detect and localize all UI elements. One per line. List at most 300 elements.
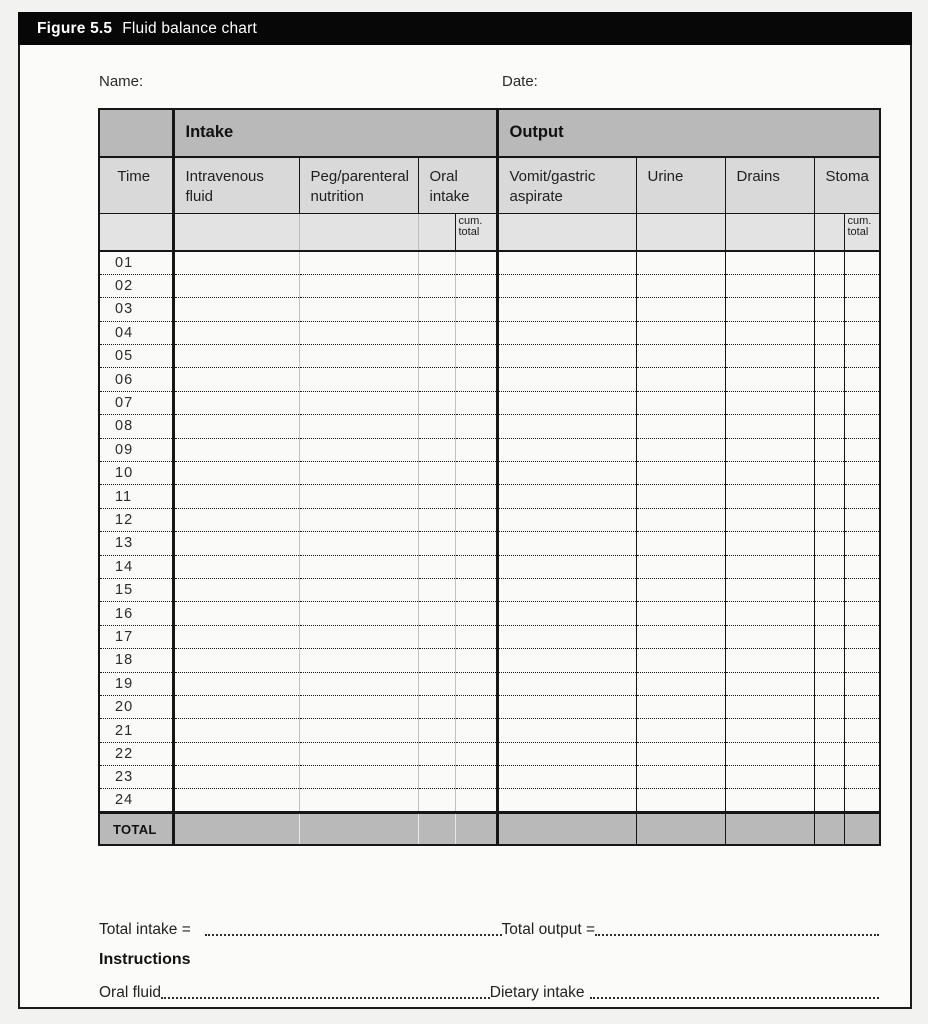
time-cell: 02 <box>99 274 173 297</box>
entry-cell-peg <box>299 321 418 344</box>
group-header-time-spacer <box>99 109 173 157</box>
entry-cell-oral <box>418 742 455 765</box>
entry-cell-urine <box>636 719 725 742</box>
time-cell: 06 <box>99 368 173 391</box>
time-cell: 17 <box>99 625 173 648</box>
entry-cell-drains <box>725 789 814 812</box>
subheader-spacer <box>299 213 418 251</box>
entry-cell-urine <box>636 742 725 765</box>
entry-cell-stomacum <box>844 485 880 508</box>
time-cell: 09 <box>99 438 173 461</box>
entry-cell-vomit <box>497 321 636 344</box>
entry-cell-urine <box>636 368 725 391</box>
entry-cell-vomit <box>497 391 636 414</box>
time-row <box>99 766 880 789</box>
entry-cell-stomacum <box>844 789 880 812</box>
entry-cell-oral <box>418 766 455 789</box>
entry-cell-peg <box>299 766 418 789</box>
total-cell-oral <box>418 812 455 845</box>
entry-cell-urine <box>636 345 725 368</box>
entry-cell-vomit <box>497 649 636 672</box>
entry-cell-iv <box>173 532 299 555</box>
entry-cell-vomit <box>497 672 636 695</box>
figure-title: Fluid balance chart <box>122 19 257 37</box>
entry-cell-urine <box>636 462 725 485</box>
entry-cell-drains <box>725 602 814 625</box>
col-header-stoma: Stoma <box>814 157 880 213</box>
entry-cell-drains <box>725 742 814 765</box>
entry-cell-iv <box>173 415 299 438</box>
total-cell-stoma <box>814 812 844 845</box>
entry-cell-stomacum <box>844 438 880 461</box>
entry-cell-stomacum <box>844 766 880 789</box>
entry-cell-oralcum <box>455 625 497 648</box>
entry-cell-drains <box>725 766 814 789</box>
time-cell: 18 <box>99 649 173 672</box>
time-cell: 10 <box>99 462 173 485</box>
entry-cell-oralcum <box>455 321 497 344</box>
entry-cell-urine <box>636 649 725 672</box>
entry-cell-urine <box>636 415 725 438</box>
entry-cell-oral <box>418 438 455 461</box>
time-cell: 16 <box>99 602 173 625</box>
entry-cell-stoma <box>814 368 844 391</box>
entry-cell-stomacum <box>844 345 880 368</box>
entry-cell-peg <box>299 508 418 531</box>
time-row <box>99 602 880 625</box>
entry-cell-vomit <box>497 462 636 485</box>
oral-fluid-label: Oral fluid <box>99 984 162 1001</box>
time-row <box>99 298 880 321</box>
entry-cell-stomacum <box>844 298 880 321</box>
entry-cell-iv <box>173 485 299 508</box>
figure-title-bar <box>18 12 912 45</box>
entry-cell-oral <box>418 672 455 695</box>
entry-cell-oral <box>418 415 455 438</box>
time-row <box>99 438 880 461</box>
time-row <box>99 789 880 812</box>
time-row <box>99 672 880 695</box>
entry-cell-drains <box>725 462 814 485</box>
col-header-vomit-gastric: Vomit/gastric aspirate <box>497 157 636 213</box>
entry-cell-vomit <box>497 368 636 391</box>
entry-cell-stoma <box>814 391 844 414</box>
entry-cell-stomacum <box>844 391 880 414</box>
time-cell: 11 <box>99 485 173 508</box>
entry-cell-oralcum <box>455 532 497 555</box>
col-header-drains: Drains <box>725 157 814 213</box>
entry-cell-vomit <box>497 415 636 438</box>
entry-cell-vomit <box>497 251 636 274</box>
entry-cell-oralcum <box>455 602 497 625</box>
entry-cell-stomacum <box>844 368 880 391</box>
time-rows <box>99 251 880 812</box>
subheader-spacer <box>418 213 455 251</box>
entry-cell-peg <box>299 602 418 625</box>
entry-cell-oral <box>418 532 455 555</box>
entry-cell-vomit <box>497 438 636 461</box>
entry-cell-vomit <box>497 625 636 648</box>
entry-cell-iv <box>173 789 299 812</box>
entry-cell-vomit <box>497 695 636 718</box>
entry-cell-iv <box>173 695 299 718</box>
entry-cell-urine <box>636 532 725 555</box>
entry-cell-stoma <box>814 555 844 578</box>
entry-cell-drains <box>725 695 814 718</box>
entry-cell-oralcum <box>455 555 497 578</box>
time-row <box>99 695 880 718</box>
entry-cell-oral <box>418 602 455 625</box>
entry-cell-urine <box>636 625 725 648</box>
entry-cell-drains <box>725 719 814 742</box>
entry-cell-stoma <box>814 649 844 672</box>
entry-cell-peg <box>299 368 418 391</box>
entry-cell-oral <box>418 321 455 344</box>
entry-cell-peg <box>299 298 418 321</box>
entry-cell-oral <box>418 485 455 508</box>
time-row <box>99 649 880 672</box>
total-intake-label: Total intake = <box>99 921 191 938</box>
figure-frame <box>18 12 912 1009</box>
entry-cell-peg <box>299 672 418 695</box>
time-row <box>99 719 880 742</box>
entry-cell-stoma <box>814 508 844 531</box>
entry-cell-iv <box>173 438 299 461</box>
entry-cell-urine <box>636 251 725 274</box>
entry-cell-stoma <box>814 298 844 321</box>
entry-cell-stomacum <box>844 508 880 531</box>
output-group-header: Output <box>497 109 880 157</box>
fluid-balance-table <box>98 108 881 846</box>
time-cell: 08 <box>99 415 173 438</box>
entry-cell-iv <box>173 508 299 531</box>
entry-cell-peg <box>299 391 418 414</box>
time-cell: 21 <box>99 719 173 742</box>
entry-cell-stoma <box>814 789 844 812</box>
subheader-spacer <box>173 213 299 251</box>
entry-cell-stomacum <box>844 602 880 625</box>
instructions-heading: Instructions <box>99 951 191 968</box>
entry-cell-peg <box>299 438 418 461</box>
entry-cell-stoma <box>814 321 844 344</box>
entry-cell-oralcum <box>455 649 497 672</box>
entry-cell-iv <box>173 672 299 695</box>
entry-cell-urine <box>636 485 725 508</box>
entry-cell-urine <box>636 578 725 601</box>
entry-cell-oral <box>418 578 455 601</box>
entry-cell-drains <box>725 508 814 531</box>
entry-cell-peg <box>299 555 418 578</box>
entry-cell-stoma <box>814 345 844 368</box>
entry-cell-peg <box>299 415 418 438</box>
entry-cell-oralcum <box>455 578 497 601</box>
entry-cell-oral <box>418 508 455 531</box>
entry-cell-stoma <box>814 602 844 625</box>
col-header-time: Time <box>99 157 173 213</box>
entry-cell-stoma <box>814 251 844 274</box>
total-cell-urine <box>636 812 725 845</box>
entry-cell-vomit <box>497 274 636 297</box>
entry-cell-oralcum <box>455 485 497 508</box>
total-cell-intravenous <box>173 812 299 845</box>
total-intake-fill-line <box>205 934 502 936</box>
time-row <box>99 508 880 531</box>
entry-cell-drains <box>725 485 814 508</box>
entry-cell-stoma <box>814 462 844 485</box>
entry-cell-oral <box>418 462 455 485</box>
total-cell-stoma-cum <box>844 812 880 845</box>
entry-cell-urine <box>636 508 725 531</box>
entry-cell-drains <box>725 368 814 391</box>
oral-cum-total-label: cum. total <box>455 213 497 251</box>
entry-cell-stoma <box>814 274 844 297</box>
entry-cell-oral <box>418 649 455 672</box>
entry-cell-oralcum <box>455 766 497 789</box>
entry-cell-peg <box>299 485 418 508</box>
entry-cell-oralcum <box>455 462 497 485</box>
column-header-row <box>99 157 880 213</box>
entry-cell-stomacum <box>844 719 880 742</box>
entry-cell-stoma <box>814 532 844 555</box>
cumulative-subheader-row <box>99 213 880 251</box>
total-cell-peg <box>299 812 418 845</box>
entry-cell-oral <box>418 251 455 274</box>
entry-cell-vomit <box>497 719 636 742</box>
entry-cell-peg <box>299 532 418 555</box>
subheader-spacer <box>636 213 725 251</box>
time-cell: 14 <box>99 555 173 578</box>
entry-cell-oral <box>418 391 455 414</box>
time-row <box>99 345 880 368</box>
entry-cell-stomacum <box>844 742 880 765</box>
entry-cell-oral <box>418 274 455 297</box>
time-row <box>99 274 880 297</box>
time-row <box>99 625 880 648</box>
time-row <box>99 391 880 414</box>
entry-cell-peg <box>299 462 418 485</box>
entry-cell-iv <box>173 742 299 765</box>
entry-cell-iv <box>173 649 299 672</box>
entry-cell-peg <box>299 345 418 368</box>
time-cell: 15 <box>99 578 173 601</box>
entry-cell-drains <box>725 391 814 414</box>
entry-cell-iv <box>173 555 299 578</box>
total-cell-oral-cum <box>455 812 497 845</box>
col-header-intravenous-fluid: Intravenous fluid <box>173 157 299 213</box>
subheader-spacer <box>814 213 844 251</box>
entry-cell-oral <box>418 719 455 742</box>
name-date-row <box>99 73 893 91</box>
dietary-intake-label: Dietary intake <box>489 984 585 1001</box>
entry-cell-vomit <box>497 742 636 765</box>
entry-cell-oralcum <box>455 368 497 391</box>
time-row <box>99 555 880 578</box>
entry-cell-vomit <box>497 485 636 508</box>
entry-cell-iv <box>173 602 299 625</box>
time-row <box>99 485 880 508</box>
entry-cell-oral <box>418 625 455 648</box>
entry-cell-iv <box>173 298 299 321</box>
entry-cell-oralcum <box>455 789 497 812</box>
time-row <box>99 415 880 438</box>
total-cell-drains <box>725 812 814 845</box>
stoma-cum-total-label: cum. total <box>844 213 880 251</box>
entry-cell-oral <box>418 789 455 812</box>
entry-cell-vomit <box>497 508 636 531</box>
entry-cell-vomit <box>497 555 636 578</box>
time-cell: 24 <box>99 789 173 812</box>
entry-cell-iv <box>173 462 299 485</box>
entry-cell-stoma <box>814 672 844 695</box>
entry-cell-stomacum <box>844 625 880 648</box>
entry-cell-vomit <box>497 578 636 601</box>
entry-cell-oral <box>418 695 455 718</box>
total-cell-vomit <box>497 812 636 845</box>
entry-cell-stoma <box>814 719 844 742</box>
entry-cell-urine <box>636 321 725 344</box>
totals-line <box>99 917 879 939</box>
footer-section <box>99 917 879 1002</box>
entry-cell-drains <box>725 578 814 601</box>
entry-cell-oralcum <box>455 391 497 414</box>
group-header-row <box>99 109 880 157</box>
subheader-spacer <box>725 213 814 251</box>
time-cell: 13 <box>99 532 173 555</box>
time-cell: 01 <box>99 251 173 274</box>
time-cell: 20 <box>99 695 173 718</box>
entry-cell-iv <box>173 251 299 274</box>
entry-cell-iv <box>173 391 299 414</box>
time-row <box>99 578 880 601</box>
entry-cell-drains <box>725 672 814 695</box>
entry-cell-urine <box>636 766 725 789</box>
entry-cell-stoma <box>814 578 844 601</box>
entry-cell-stomacum <box>844 695 880 718</box>
entry-cell-stomacum <box>844 251 880 274</box>
col-header-oral-intake: Oral intake <box>418 157 497 213</box>
entry-cell-stomacum <box>844 462 880 485</box>
entry-cell-drains <box>725 438 814 461</box>
entry-cell-peg <box>299 578 418 601</box>
entry-cell-stomacum <box>844 321 880 344</box>
entry-cell-drains <box>725 251 814 274</box>
entry-cell-peg <box>299 625 418 648</box>
entry-cell-peg <box>299 251 418 274</box>
entry-cell-vomit <box>497 532 636 555</box>
col-header-peg-parenteral: Peg/parenteral nutrition <box>299 157 418 213</box>
entry-cell-peg <box>299 719 418 742</box>
entry-cell-iv <box>173 625 299 648</box>
time-row <box>99 368 880 391</box>
entry-cell-peg <box>299 742 418 765</box>
entry-cell-oralcum <box>455 251 497 274</box>
entry-cell-oral <box>418 298 455 321</box>
entry-cell-vomit <box>497 766 636 789</box>
entry-cell-iv <box>173 766 299 789</box>
entry-cell-oral <box>418 555 455 578</box>
entry-cell-stoma <box>814 415 844 438</box>
time-cell: 04 <box>99 321 173 344</box>
entry-cell-drains <box>725 555 814 578</box>
time-cell: 05 <box>99 345 173 368</box>
entry-cell-urine <box>636 602 725 625</box>
entry-cell-vomit <box>497 602 636 625</box>
subheader-spacer <box>497 213 636 251</box>
entry-cell-drains <box>725 298 814 321</box>
entry-cell-stomacum <box>844 532 880 555</box>
entry-cell-urine <box>636 274 725 297</box>
time-cell: 23 <box>99 766 173 789</box>
entry-cell-peg <box>299 649 418 672</box>
entry-cell-drains <box>725 625 814 648</box>
entry-cell-stoma <box>814 695 844 718</box>
entry-cell-oralcum <box>455 298 497 321</box>
time-row <box>99 742 880 765</box>
entry-cell-oral <box>418 345 455 368</box>
entry-cell-stoma <box>814 742 844 765</box>
entry-cell-oralcum <box>455 672 497 695</box>
entry-cell-oralcum <box>455 345 497 368</box>
time-row <box>99 321 880 344</box>
entry-cell-peg <box>299 274 418 297</box>
col-header-urine: Urine <box>636 157 725 213</box>
total-output-label: Total output = <box>501 921 596 938</box>
entry-cell-urine <box>636 555 725 578</box>
oral-fluid-fill-line <box>161 997 490 999</box>
entry-cell-iv <box>173 719 299 742</box>
entry-cell-oralcum <box>455 508 497 531</box>
entry-cell-stomacum <box>844 672 880 695</box>
entry-cell-stomacum <box>844 415 880 438</box>
figure-label: Figure 5.5 <box>37 19 113 37</box>
entry-cell-drains <box>725 274 814 297</box>
name-label: Name: <box>99 73 144 90</box>
entry-cell-oralcum <box>455 695 497 718</box>
entry-cell-stoma <box>814 766 844 789</box>
entry-cell-urine <box>636 695 725 718</box>
subheader-spacer <box>99 213 173 251</box>
entry-cell-drains <box>725 532 814 555</box>
entry-cell-urine <box>636 391 725 414</box>
entry-cell-stoma <box>814 625 844 648</box>
entry-cell-drains <box>725 321 814 344</box>
time-row <box>99 532 880 555</box>
total-output-fill-line <box>595 934 879 936</box>
entry-cell-vomit <box>497 298 636 321</box>
time-cell: 07 <box>99 391 173 414</box>
total-label: TOTAL <box>99 812 173 845</box>
entry-cell-stoma <box>814 485 844 508</box>
oral-dietary-line <box>99 980 879 1002</box>
entry-cell-peg <box>299 695 418 718</box>
entry-cell-stomacum <box>844 274 880 297</box>
date-label: Date: <box>502 73 538 90</box>
entry-cell-iv <box>173 321 299 344</box>
entry-cell-peg <box>299 789 418 812</box>
time-cell: 12 <box>99 508 173 531</box>
entry-cell-urine <box>636 438 725 461</box>
entry-cell-stomacum <box>844 555 880 578</box>
entry-cell-urine <box>636 298 725 321</box>
intake-group-header: Intake <box>173 109 497 157</box>
time-row <box>99 462 880 485</box>
entry-cell-drains <box>725 345 814 368</box>
entry-cell-oralcum <box>455 438 497 461</box>
entry-cell-iv <box>173 578 299 601</box>
entry-cell-vomit <box>497 789 636 812</box>
entry-cell-drains <box>725 415 814 438</box>
entry-cell-urine <box>636 789 725 812</box>
